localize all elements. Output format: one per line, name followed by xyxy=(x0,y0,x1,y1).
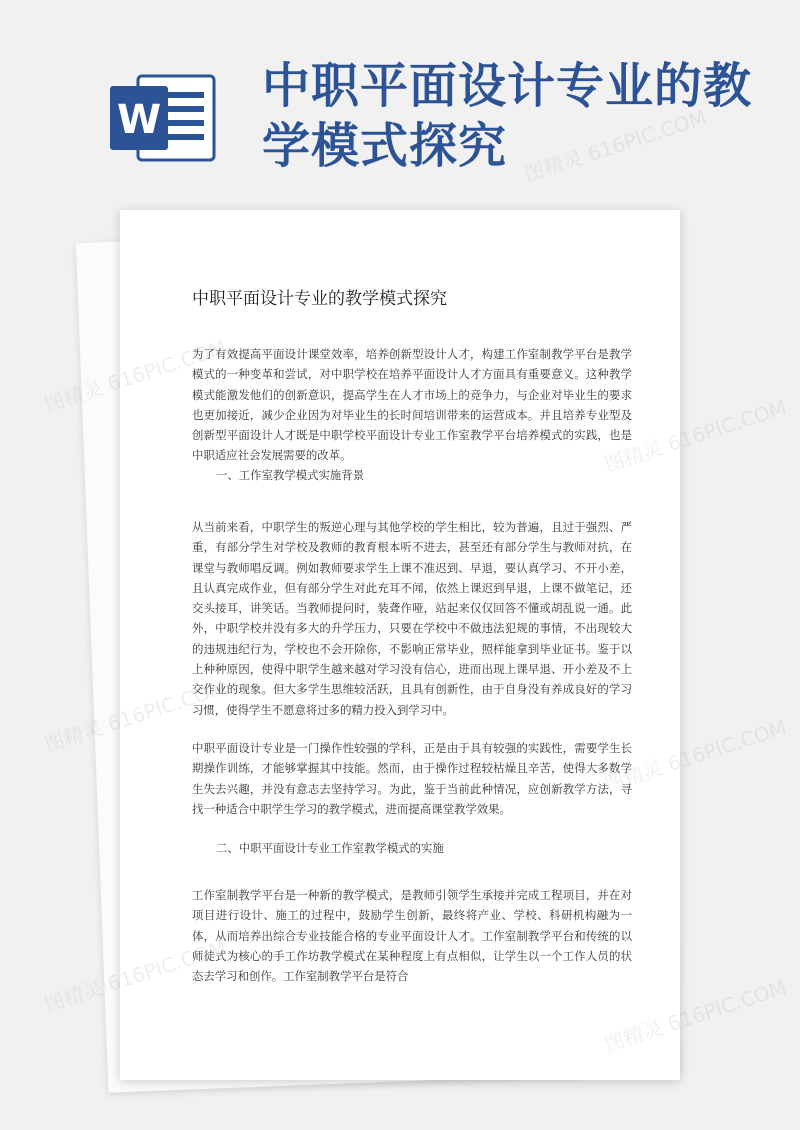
watermark: 图精灵 616PIC.COM xyxy=(601,715,790,797)
paragraph-intro: 为了有效提高平面设计课堂效率，培养创新型设计人才，构建工作室制教学平台是教学模式的一种变革和尝试，对中职学校在培养平面设计人才方面具有重要意义。这种教学模式能激发他们的创新意识，提高学生在人才市场上的竞争力，与企业对毕业生的要求也更加接近，减少企业因为对毕业生的长时间培训带来的运营成本。并且培养专业型及创新型平面设计人才既是中职学校平面设计专业工作室教学平台培养模式的实践，也是中职适应社会发展需要的改革。 xyxy=(192,347,632,463)
watermark: 图精灵 xyxy=(41,715,106,757)
section-heading-1: 一、工作室教学模式实施背景 xyxy=(216,468,365,482)
paragraph-implementation: 工作室制教学平台是一种新的教学模式，是教师引领学生承接并完成工程项目，并在对项目进行设计、施工的过程中，鼓励学生创新，最终将产业、学校、科研机构融为一体，从而培养出综合专业技能合格的专业平面设计人才。工作室制教学平台和传统的以师徒式为核心的手工作坊教学模式在某种程度上有点相似，让学生以一个工作人员的状态去学习和创作。工作室制教学平台是符合 xyxy=(192,888,632,984)
watermark: 图精灵 616PIC.COM xyxy=(521,105,710,187)
document-title: 中职平面设计专业的教学模式探究 xyxy=(192,289,447,309)
word-logo-letter: W xyxy=(116,97,162,143)
watermark: 图精灵 616PIC.COM xyxy=(601,975,790,1057)
paragraph-practice: 中职平面设计专业是一门操作性较强的学科，正是由于具有较强的实践性，需要学生长期操作训练，才能够掌握其中技能。然而，由于操作过程较枯燥且辛苦，使得大多数学生失去兴趣，并没有意志去坚持学习。为此，鉴于当前此种情况，应创新教学方法，寻找一种适合中职学生学习的教学模式，进而提高课堂教学效果。 xyxy=(192,741,632,816)
section-heading-2: 二、中职平面设计专业工作室教学模式的实施 xyxy=(216,841,444,855)
word-document-icon xyxy=(108,68,218,168)
watermark: 图精灵 xyxy=(41,375,106,417)
page-title: 中职平面设计专业的教学模式探究 xyxy=(262,58,753,174)
watermark: 图精灵 xyxy=(41,975,106,1017)
document-page xyxy=(120,210,680,1080)
paragraph-background: 从当前来看，中职学生的叛逆心理与其他学校的学生相比，较为普遍，且过于强烈、严重，有部分学生对学校及教师的教育根本听不进去，甚至还有部分学生与教师对抗，在课堂与教师唱反调。例如教师要求学生上课不准迟到、早退，要认真学习、不开小差，且认真完成作业，但有部分学生对此充耳不闻，依然上课迟到早退，上课不做笔记，还交头接耳，讲笑话。当教师提问时，装聋作哑，站起来仅仅回答不懂或胡乱说一通。此外，中职学校并没有多大的升学压力，只要在学校中不做违法犯规的事情，不出现较大的违规违纪行为，学校也不会开除你，不影响正常毕业，照样能拿到毕业证书。鉴于以上种种原因，使得中职学生越来越对学习没有信心，进而出现上课早退、开小差及不上交作业的现象。但大多学生思维较活跃，且具有创新性，由于自身没有养成良好的学习习惯，使得学生不愿意将过多的精力投入到学习中。 xyxy=(192,520,632,717)
watermark: 图精灵 616PIC.COM xyxy=(601,395,790,477)
